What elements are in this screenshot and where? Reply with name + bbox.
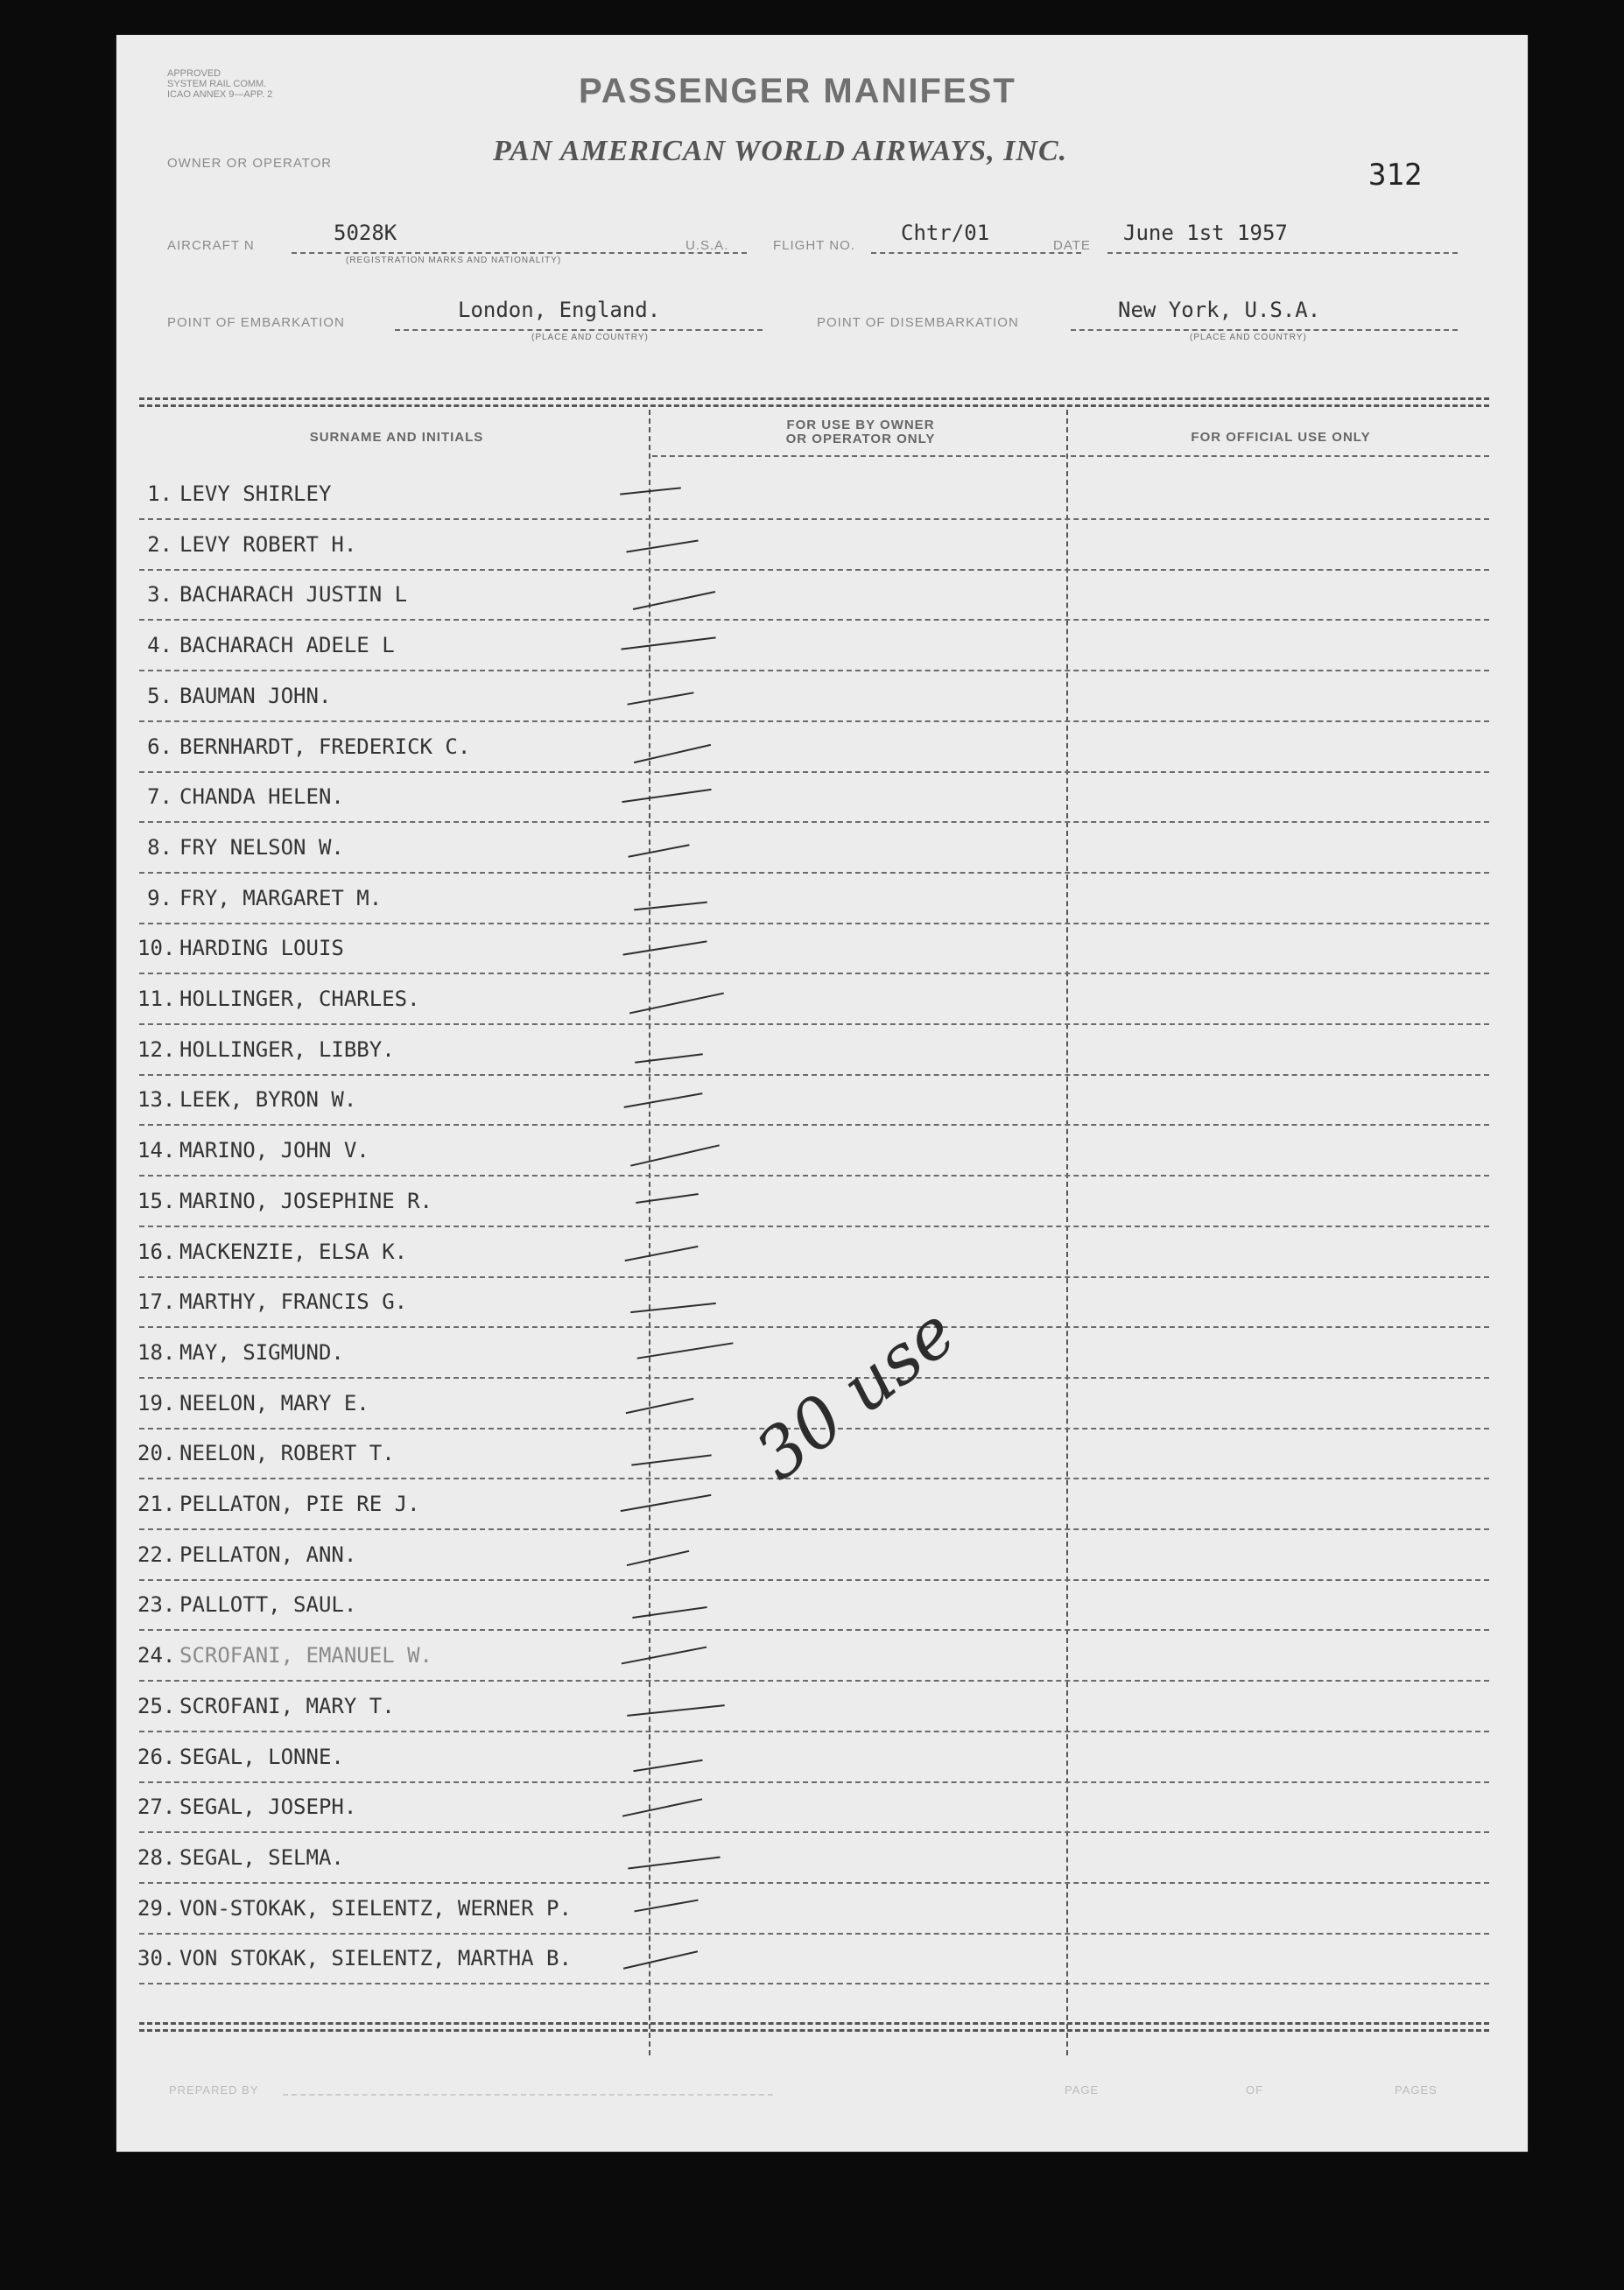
passenger-name: SCROFANI, MARY T. [179,1694,395,1718]
passenger-number: 4. [147,633,172,657]
flight-underline [871,252,1081,254]
footer-prepared-label: PREPARED BY [169,2083,259,2097]
registration-note: (REGISTRATION MARKS AND NATIONALITY) [346,256,562,265]
passenger-name: CHANDA HELEN. [179,784,344,809]
passenger-row [137,1946,1489,1997]
passenger-row [137,633,1489,684]
passenger-name: VON STOKAK, SIELENTZ, MARTHA B. [179,1946,572,1970]
passenger-row [137,1240,1489,1290]
manifest-sheet [116,35,1528,2152]
table-bottom-rule-2 [139,2029,1489,2032]
disembark-note: (PLACE AND COUNTRY) [1190,333,1307,342]
passenger-name: SEGAL, LONNE. [179,1745,344,1769]
row-rule [139,619,1489,621]
row-rule [139,1326,1489,1328]
row-rule [139,1226,1489,1227]
row-rule [139,1023,1489,1025]
passenger-number: 18. [137,1340,176,1365]
row-rule [139,1175,1489,1177]
flight-value: Chtr/01 [901,221,990,245]
passenger-row [137,532,1489,583]
passenger-row [137,1087,1489,1138]
row-rule [139,1731,1489,1732]
row-rule [139,720,1489,722]
usa-label: U.S.A. [685,238,729,253]
passenger-row [137,1138,1489,1189]
passenger-number: 11. [137,987,176,1011]
passenger-number: 19. [137,1391,176,1415]
passenger-name: BACHARACH JUSTIN L [179,582,408,607]
passenger-name: FRY NELSON W. [179,835,344,860]
embark-label: POINT OF EMBARKATION [167,315,345,330]
passenger-number: 3. [147,582,172,607]
passenger-name: PELLATON, PIE RE J. [179,1492,420,1516]
row-rule [139,1276,1489,1278]
embark-underline [395,329,763,331]
footer-pages-label: PAGES [1395,2083,1438,2097]
passenger-row [137,1643,1489,1694]
passenger-row [137,1795,1489,1845]
row-rule [139,1933,1489,1935]
passenger-name: SEGAL, SELMA. [179,1845,344,1870]
passenger-number: 1. [147,481,172,506]
owner-label: OWNER OR OPERATOR [167,156,333,171]
passenger-row [137,1845,1489,1896]
date-underline [1107,252,1458,254]
passenger-row [137,1289,1489,1340]
document-title: PASSENGER MANIFEST [579,72,1016,110]
row-rule [139,923,1489,924]
disembark-value: New York, U.S.A. [1118,298,1321,322]
row-rule [139,973,1489,974]
operator-name: PAN AMERICAN WORLD AIRWAYS, INC. [493,135,1068,167]
passenger-number: 27. [137,1795,176,1819]
passenger-name: LEVY SHIRLEY [179,481,332,506]
passenger-number: 30. [137,1946,176,1970]
date-value: June 1st 1957 [1123,221,1288,245]
row-rule [139,1478,1489,1479]
row-rule [139,1882,1489,1884]
footer-page-label: PAGE [1065,2083,1100,2097]
row-rule [139,821,1489,823]
row-rule [139,670,1489,671]
row-rule [139,1629,1489,1631]
passenger-name: NEELON, MARY E. [179,1391,369,1415]
passenger-name: MARINO, JOHN V. [179,1138,369,1163]
disembark-label: POINT OF DISEMBARKATION [817,315,1019,330]
embark-value: London, England. [458,298,661,322]
passenger-name: BERNHARDT, FREDERICK C. [179,734,471,759]
passenger-number: 9. [147,886,172,910]
row-rule [139,1528,1489,1530]
passenger-number: 17. [137,1289,176,1314]
passenger-name: PALLOTT, SAUL. [179,1592,357,1617]
passenger-row [137,835,1489,886]
page-number: 312 [1368,158,1423,193]
passenger-name: MACKENZIE, ELSA K. [179,1240,408,1264]
row-rule [139,872,1489,874]
passenger-name: MARTHY, FRANCIS G. [179,1289,408,1314]
passenger-row [137,582,1489,633]
official-header-underline [1071,455,1489,457]
passenger-number: 5. [147,684,172,708]
row-rule [139,1983,1489,1984]
passenger-number: 21. [137,1492,176,1516]
passenger-number: 7. [147,784,172,809]
row-rule [139,1781,1489,1783]
date-label: DATE [1053,238,1091,253]
passenger-name: PELLATON, ANN. [179,1542,357,1567]
passenger-number: 26. [137,1745,176,1769]
owner-header-underline [652,455,1065,457]
passenger-row [137,1694,1489,1745]
passenger-number: 6. [147,734,172,759]
passenger-number: 10. [137,936,176,960]
passenger-name: HOLLINGER, LIBBY. [179,1037,395,1062]
passenger-name: HARDING LOUIS [179,936,344,960]
passenger-row [137,987,1489,1037]
passenger-number: 13. [137,1087,176,1112]
passenger-name: BAUMAN JOHN. [179,684,332,708]
passenger-name: SCROFANI, EMANUEL W. [179,1643,432,1668]
passenger-number: 28. [137,1845,176,1870]
passenger-row [137,734,1489,785]
handwritten-annotation: 30 use [742,1293,970,1496]
passenger-number: 23. [137,1592,176,1617]
row-rule [139,771,1489,773]
passenger-number: 12. [137,1037,176,1062]
passenger-row [137,481,1489,532]
passenger-number: 22. [137,1542,176,1567]
passenger-row [137,1189,1489,1240]
row-rule [139,1074,1489,1076]
row-rule [139,569,1489,571]
aircraft-label: AIRCRAFT N [167,238,255,253]
passenger-number: 24. [137,1643,176,1668]
table-top-rule-2 [139,404,1489,407]
passenger-row [137,784,1489,835]
passenger-number: 2. [147,532,172,557]
passenger-name: BACHARACH ADELE L [179,633,395,657]
passenger-name: SEGAL, JOSEPH. [179,1795,357,1819]
aircraft-value: 5028K [334,221,397,245]
passenger-row [137,1037,1489,1088]
passenger-number: 25. [137,1694,176,1718]
column-header-surname: SURNAME AND INITIALS [309,430,484,445]
embark-note: (PLACE AND COUNTRY) [531,333,649,342]
passenger-number: 14. [137,1138,176,1163]
passenger-row [137,1492,1489,1542]
footer-prepared-line [283,2094,773,2096]
column-header-owner: FOR USE BY OWNER OR OPERATOR ONLY [785,418,936,446]
passenger-row [137,1896,1489,1947]
row-rule [139,1831,1489,1833]
footer-of-label: OF [1246,2083,1264,2097]
table-bottom-rule [139,2022,1489,2025]
passenger-number: 29. [137,1896,176,1921]
passenger-name: HOLLINGER, CHARLES. [179,987,420,1011]
row-rule [139,1124,1489,1126]
passenger-row [137,886,1489,937]
passenger-number: 15. [137,1189,176,1213]
approval-stamp: APPROVED SYSTEM RAIL COMM. ICAO ANNEX 9—APP. 2 [167,68,273,100]
passenger-number: 16. [137,1240,176,1264]
column-header-official: FOR OFFICIAL USE ONLY [1191,430,1371,445]
disembark-underline [1071,329,1458,331]
passenger-number: 20. [137,1441,176,1465]
passenger-row [137,684,1489,734]
passenger-number: 8. [147,835,172,860]
passenger-row [137,936,1489,987]
passenger-name: FRY, MARGARET M. [179,886,383,910]
passenger-name: MAY, SIGMUND. [179,1340,344,1365]
passenger-row [137,1592,1489,1643]
passenger-row [137,1745,1489,1795]
passenger-name: LEVY ROBERT H. [179,532,357,557]
row-rule [139,1579,1489,1581]
row-rule [139,1680,1489,1682]
aircraft-underline [292,252,747,254]
passenger-name: NEELON, ROBERT T. [179,1441,395,1465]
passenger-row [137,1542,1489,1593]
passenger-name: MARINO, JOSEPHINE R. [179,1189,432,1213]
table-top-rule [139,397,1489,400]
row-rule [139,518,1489,520]
passenger-name: VON-STOKAK, SIELENTZ, WERNER P. [179,1896,572,1921]
passenger-name: LEEK, BYRON W. [179,1087,357,1112]
flight-label: FLIGHT NO. [773,238,855,253]
